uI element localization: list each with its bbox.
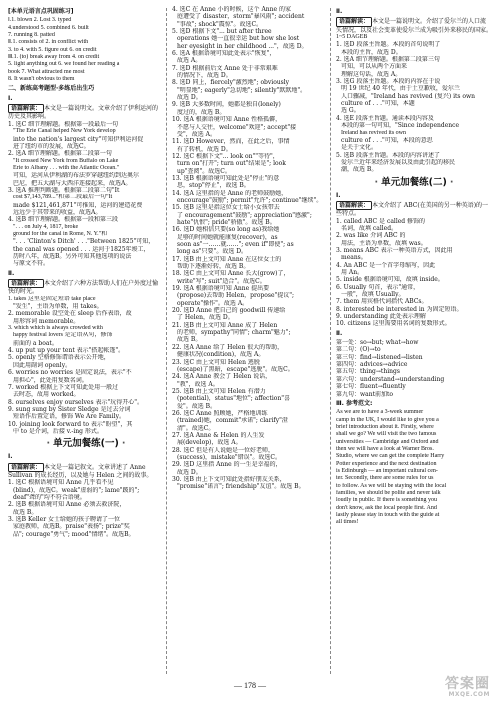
answer-line: 1. 选C 细节理解题。根据第一段最后一句	[8, 120, 119, 128]
answer-line: 第九句：want前加to	[336, 390, 394, 398]
answer-line: is Edinburgh — an important cultural cen-	[336, 467, 438, 474]
answer-line: "发生"，主语为单数，用 takes。	[13, 303, 103, 311]
answer-line: 7. worked 根据上下文可知此处用一般过	[8, 383, 119, 391]
answer-line: 1~5 DAGEB	[336, 34, 368, 41]
answer-line: 4. up put up your tent 表示"搭起帐篷"。	[8, 347, 125, 355]
column-left	[8, 6, 164, 538]
answer-line: 5. 选D 根据下文"... but after three	[172, 28, 272, 36]
answer-line: 清"。故选C。	[177, 424, 215, 432]
passage-label: 语篇解读：	[336, 17, 372, 26]
answer-line: all times!	[336, 519, 359, 526]
answer-line: book 7. What attracted me most	[8, 68, 85, 75]
answer-line: 9. 选B 大多数时间，她都是独自(lonely)	[172, 101, 281, 109]
answer-line: 21. 选B 由上文可知 Anne 成了 Helen	[172, 321, 278, 329]
section-heading: Ⅰ.	[336, 191, 341, 199]
answer-line: ter. Secondly, there are some rules for us	[336, 475, 434, 482]
answer-line: Potter experience and the next destination	[336, 460, 437, 467]
answer-line: 22. 选A Anne 给了 Helen 很大的帮助，	[172, 343, 284, 351]
passage-label: 语篇解读：	[8, 463, 44, 472]
answer-line: Erie to Albany . . . with the Atlantic Ocean."	[13, 164, 120, 171]
answer-line: 理解这句话，故选 A。	[341, 70, 402, 78]
answer-line: don't know, ask the local people first. And	[336, 504, 437, 511]
answer-line: "明显地"; eagerly"急切地"; silently"默默地"。	[177, 86, 307, 94]
answer-line: means。	[341, 254, 367, 262]
answer-line: 第四句：advices→advice	[336, 361, 408, 369]
answer-line: Ⅰ.1. blown 2. Lost 3. typed	[8, 17, 72, 24]
answer-line: then we will have a look at Warner Bros.	[336, 445, 434, 452]
answer-line: 1. 选D 段落主旨题。本段的首句说明了	[336, 41, 441, 49]
passage-label: 语篇解读：	[8, 104, 44, 113]
answer-line: into the nation's largest city"可知伊利运河促	[13, 135, 144, 143]
answer-line: 10. joining look forward to 表示"盼望"，其	[8, 420, 133, 428]
answer-line: 7. 选D 根据前后文 Anne 处于非常艰难	[172, 64, 278, 72]
answer-line: 巴尼，把五大湖与大西洋连接起来，故选A。	[13, 179, 132, 187]
watermark-url: MXQE.COM	[448, 691, 490, 698]
section-heading: 二、新练高考题型·多练后出生巧	[8, 85, 95, 93]
answer-line: 9. sung sung by Sister Sledge 是过去分词	[8, 405, 131, 413]
answer-line: 2. 选A 细节理解题。根据第二段第三句	[336, 56, 440, 64]
section-heading: Ⅱ.	[336, 8, 343, 15]
page-number: — 178 —	[234, 681, 266, 690]
answer-line: write"写"; suit"适合"。故选C。	[177, 277, 266, 285]
answer-line: culture of . . ."可知，本题	[341, 100, 415, 108]
answer-line: 2. 选A 细节理解题。根据第二段第一句	[8, 150, 112, 158]
answer-line: 家庭教师，故选B。praise"表扬"; prize"奖	[13, 523, 130, 531]
answer-line: 13. 选B 根据语境可知此处是"停止"的意	[172, 174, 280, 182]
answer-line: 3. 选B Keller 女士给她的孩子聘请了一位	[8, 516, 120, 523]
answer-line: 5. inside 根据语境可知，故填 inside。	[336, 276, 444, 284]
answer-line: 短语作后置定语，修饰 We Are Family。	[13, 413, 125, 421]
answer-line: 足够的时间她就能康复(recover)，as	[177, 233, 278, 241]
answer-line: 第一处：so→but; what→how	[336, 339, 419, 347]
answer-line: 爱"。故选 B。	[177, 402, 217, 410]
answer-line: brief introduction about it. Firstly, where	[336, 423, 434, 430]
section-heading: Ⅰ.	[8, 94, 13, 102]
answer-line: (blind)，故选C。weak"虚弱的"; lame"跛的";	[13, 486, 140, 494]
answer-line: 远远少于其带来的收益，故选A。	[13, 208, 102, 216]
answer-line: 本段的主旨，故选 D。	[341, 48, 402, 56]
answer-line: operations 她一直很幸运 but how she lost	[177, 35, 300, 43]
answer-line: ground for the canal in Rome, N. Y."和	[13, 230, 108, 237]
passage-label: 语篇解读：	[336, 201, 372, 210]
answer-line: shall we go? We will visit the two famous	[336, 431, 437, 438]
answer-line: ". . . on July 4, 1817, broke	[13, 223, 79, 230]
answer-line: 5. light anything out 6. we found her reading a	[8, 61, 120, 68]
answer-line: 8. ourselves enjoy ourselves 表示"玩得开心"。	[8, 398, 143, 406]
answer-line: 15. 选B 这里是指这位女士给小女孩带去	[172, 204, 280, 212]
watermark-logo	[445, 677, 490, 698]
answer-line: 帮助下逐渐好转，故选 B。	[177, 263, 250, 271]
answer-line: made $121,461,871"可推知，运河的建造花费	[13, 201, 143, 209]
answer-line: 故选 D。	[177, 468, 202, 476]
answer-line: 28. 选C 但是有人说她是一位好老师，	[172, 446, 274, 454]
answer-line: 18. 选C 由上文可知 Anne 长大(grow)了，	[172, 270, 290, 278]
answer-line: (trained)她，commit"承诺"; clarify"澄	[177, 417, 288, 425]
passage-text: 本文是一篇说明文。介绍了爱尔兰的人口流失情况，以及社会变革使爱尔兰成为吸引外来移民的国家。	[336, 18, 492, 34]
section-title: · 单元加餐练(一) ·	[8, 437, 164, 451]
answer-line: 8. interested be interested in 为固定短语。	[336, 305, 463, 313]
answer-line: 9. understanding 此处表示理解	[336, 313, 426, 321]
answer-line: 7. running 8. patted	[8, 32, 55, 39]
column-divider	[166, 8, 167, 674]
answer-line: 用法，主语为单数，故填 was。	[341, 239, 427, 247]
watermark-text: 答案圈	[445, 676, 490, 692]
answer-line: 7. them 用宾格代词指代 ABCs。	[336, 298, 428, 306]
answer-line: loudly in public. If there is something you	[336, 497, 437, 504]
answer-line: 前面的 a boat。	[13, 339, 58, 347]
passage-text: 本文介绍了六种方法帮助人们在户外度过愉快的时光。	[8, 280, 159, 296]
passage-label: 语篇解读：	[8, 279, 44, 288]
answer-line: 1. 选C 根据语境可知 Anne 几乎看不见	[8, 479, 114, 487]
column-middle	[172, 6, 328, 491]
answer-line: 不愿与人交往，welcome"欢迎"; accept"接	[177, 123, 297, 131]
answer-line: long as"只要"。故选 D。	[177, 248, 248, 256]
answer-line: deaf"聋的"均不符合语境。	[13, 493, 86, 501]
answer-line: 中 to 是介词，后接 v.-ing 形式。	[13, 427, 103, 435]
answer-line: Studio, where we can get the complete Harry	[336, 453, 445, 460]
answer-line: 16. 选D 她相信只要(so long as)我给她	[172, 226, 280, 234]
answer-line: 故选 A。	[177, 57, 202, 65]
section-heading: Ⅰ.	[8, 453, 13, 461]
answer-line: 30. 选B 由上下文可知此处指好朋友关系，	[172, 476, 286, 483]
answer-line: 用担心"，此处用复数名词。	[13, 376, 88, 384]
answer-line: families, we should be polite and never talk	[336, 489, 441, 496]
answer-line: "promise"诺言"; friendship"友谊"。故选 B。	[177, 483, 305, 491]
answer-line: "教"，故选 A。	[177, 380, 219, 388]
answer-line: encourage"鼓励"; permit"允许"; continue"继续"。	[177, 196, 323, 204]
answer-line: lastly please stay in touch with the guide at	[336, 512, 440, 518]
answer-line: 4. 选E 段落主旨题。通读本段内容及	[336, 114, 434, 122]
passage-summary	[8, 463, 164, 480]
answer-line: 故选 B。	[13, 508, 38, 516]
answer-line: 3. 选A 推理判断题。根据第二段第二句"It	[8, 186, 120, 194]
answer-line: 14. 选A 这里指的是 Anne 的老师鼓励她，	[172, 189, 288, 197]
answer-line: 本段的第一句可知，"Since independence	[341, 122, 460, 130]
answer-line: 25. 选B 由上文可知 Helen 有潜力	[172, 387, 266, 395]
answer-line: (potential)，status"地位"; affection"喜	[177, 395, 290, 403]
answer-line: 故选 D。	[177, 94, 202, 102]
answer-line: 12. 选C 根据下文"... look on""等待"，	[172, 152, 279, 160]
answer-line: 展(develop)，故选 A。	[177, 439, 242, 447]
column-right	[336, 6, 492, 527]
answer-line: 潮，故选 B。	[341, 166, 378, 174]
answer-line: 名词，故填 called。	[341, 224, 398, 232]
answer-line: 可知，运河从伊利湖的布法罗穿越纽约到达奥尔	[13, 172, 140, 180]
answer-line: 3. which which is always crowded with	[8, 325, 103, 332]
answer-line: her eyesight in her childhood ..."，故选 D。	[177, 42, 308, 50]
answer-line: As we are to have a 3-week summer	[336, 409, 424, 416]
answer-line: 4. An ABC 是一个首字母缩写，因此	[336, 261, 436, 269]
answer-line: 5. openly 空格修饰谓语表示公开地，	[8, 354, 110, 362]
answer-line: 3. to 4. with 5. figure out 6. on credit	[8, 46, 97, 53]
answer-line: "事故"; shock"震惊"。故选C。	[177, 20, 263, 28]
answer-line: Ⅱ.1. consists of 2. in conflict with	[8, 39, 89, 46]
answer-line: 进了纽约市的发展，故选C。	[13, 142, 90, 150]
answer-line: 2. memorable 设空处在 sleep 后作表语，故	[8, 310, 132, 318]
answer-line: (success)，mistake"错误"。故选C。	[177, 453, 282, 461]
answer-line: operate"操作"。故选 A。	[177, 299, 249, 307]
passage-summary	[8, 104, 164, 121]
answer-line: 第七句：fluent→fluently	[336, 383, 406, 391]
section-heading: [本单元语言点巩固练习]	[8, 8, 74, 15]
answer-line: 1. called ABC 是 called 修饰的	[336, 217, 426, 225]
answer-line: 4.understood 5. combined 6. built	[8, 24, 89, 31]
passage-summary	[8, 279, 164, 296]
answer-line: "It crossed New York from Buffalo on Lake	[13, 157, 119, 164]
answer-line: 历时八年，故选B。另外可知其他选项的说法	[13, 253, 132, 260]
answer-line: 6. 选A 根据语境可知此处表示"恢复"，	[172, 50, 276, 58]
answer-line: Ireland has revived its own	[341, 129, 406, 136]
answer-line: culture of . . ."可知，本段的意思	[341, 136, 433, 144]
answer-line: 27. 选A Anne & Helen 的人生发	[172, 431, 265, 439]
answer-line: 了 encouragement"鼓励"; appreciation"感激";	[177, 211, 312, 219]
answer-line: 可知，可以从两个方面来	[341, 63, 408, 71]
answer-line: cost $7,143,789..."和第二段最后一句"It	[13, 194, 113, 201]
answer-line: 庭遭受了 disaster，storm"暴风雨"; accident	[177, 13, 305, 21]
answer-line: (propose)去帮助 Helen，propose"提议";	[177, 292, 295, 300]
answer-line: 17. 选B 由上文可知 Anne 在这位女士的	[172, 255, 282, 263]
answer-line: 爱尔兰近年来经济发展以及由此引起的移民	[341, 158, 456, 166]
passage-text: 本文是一篇记叙文。文章讲述了 Anne Sullivan 的成长经历，以及她与 Helen 之间的故事。	[8, 463, 153, 479]
answer-line: happy festival lovers 是定语从句，修饰	[13, 332, 113, 339]
answer-line: 第六句：understand→understanding	[336, 375, 445, 383]
answer-line: 6. worries no worries 是固定说法，表示"不	[8, 369, 132, 377]
answer-line: 19. 选A 根据语境可知 Anne 提出要	[172, 285, 270, 293]
answer-line: 的情况下，故选 D。	[177, 72, 232, 80]
answer-line: ". . . 'Clinton's Ditch' . . ."Between 1825"可知，	[13, 238, 155, 246]
answer-line: universities — Cambridge and Oxford and	[336, 438, 439, 445]
answer-line: 的老师，sympathy"同情"; charm"魅力";	[177, 329, 291, 337]
answer-line: 度过的，故选 B。	[177, 108, 226, 116]
answer-line: up"查阅"。故选C。	[177, 167, 231, 175]
answer-line: "The Erie Canal helped New York develop	[13, 128, 116, 135]
answer-line: 3. 选G 段落主旨题。本段的内容在于说	[336, 78, 441, 86]
answer-line: (escape)了黑暗，escape"逃脱"。故选C。	[177, 365, 294, 373]
answer-line: 人口骤减，"Ireland has revived (复兴) its own	[341, 92, 476, 100]
answer-line: 4. 选C 在 Anne 小的时候，这个 Anne 的家	[172, 6, 291, 13]
passage-text: 本文介绍了 ABC(在美国的另一种英语)的一些特点。	[336, 201, 489, 218]
answer-line: 有了转机，故选 D。	[177, 145, 232, 153]
passage-text: 本文是一篇说明文。文章介绍了伊利运河的历史及其影响。	[8, 105, 159, 121]
answer-line: 24. 选A Anne 教会了 Helen 说话，	[172, 373, 272, 381]
answer-line: 10. citizens 这里需要用名词的复数形式。	[336, 320, 451, 328]
section-heading: Ⅲ. 参考范文:	[336, 399, 373, 407]
answer-line: 一般"，故填 Usually。	[341, 291, 405, 299]
answer-line: 2. was like 介词 ABC 的	[336, 232, 406, 240]
column-divider	[330, 8, 331, 674]
answer-line: 了 Helen，故选 D。	[177, 314, 234, 322]
answer-line: 故选 B。	[177, 336, 202, 344]
answer-line: Ⅲ.1. (to) break away from 4. on credit	[8, 54, 100, 61]
passage-summary	[336, 17, 492, 34]
answer-line: 23. 选C 由上文可知 Helen 逃脱	[172, 358, 260, 366]
answer-line: 8. 选D 同上，fiercely"激烈地"; obviously	[172, 79, 290, 87]
answer-line: 29. 选D 这里指 Anne 的一生是幸福的，	[172, 461, 282, 469]
passage-summary	[336, 201, 492, 218]
answer-line: 6. Usually 句首，表示"通常，	[336, 283, 420, 291]
answer-line: 第二句：(O)→to	[336, 346, 381, 354]
answer-line: 去时态，故用 worked。	[13, 391, 80, 399]
answer-line: 第三句：find→listened→listen	[336, 353, 423, 361]
answer-line: 思，stop"停止"，故选 B。	[177, 182, 250, 190]
answer-line: 26. 选C Anne 照顾她，严格地训练	[172, 409, 268, 417]
answer-line: 健康状况(condition)，故选 A。	[177, 351, 265, 359]
answer-line: 与原文不符。	[13, 260, 50, 268]
answer-line: 5. 选B 段落主旨题。本段的内容讲述了	[336, 151, 440, 159]
answer-line: 11. 选D However，然而，在此之后，事情	[172, 138, 290, 146]
answer-line: hate"仇恨"; pride"骄傲"。故选 B。	[177, 218, 276, 226]
answer-line: 8. It wasn't obvious to them	[8, 76, 75, 83]
section-heading: Ⅱ.	[8, 269, 15, 277]
answer-line: the canal was opened . . . 运河于1825年竣工，	[13, 245, 150, 253]
answer-line: 受"，故选 A。	[177, 130, 217, 138]
answer-line: turn on"打开"; turn out"结果是"; look	[177, 160, 286, 168]
answer-line: 是关于文化。	[341, 144, 378, 152]
answer-line: 明 19 世纪 40 年代，由于土豆歉收，爱尔兰	[341, 85, 460, 93]
section-title: · 单元加餐练(二) ·	[336, 176, 492, 190]
answer-line: 品"; courage"勇气"; mood"情绪"。故选B。	[13, 530, 135, 538]
answer-line: 20. 选D Anne 把自己的 goodwill 传递给	[172, 307, 286, 315]
answer-line: 第五句：thing→things	[336, 368, 400, 376]
answer-line: camp in the UK, I would like to give you a	[336, 416, 439, 423]
section-heading: Ⅱ.	[336, 329, 343, 337]
answer-line: to follow. As we will be staying with the local	[336, 482, 447, 489]
answer-line: 4. 选B 细节理解题。根据第一段和第三段	[8, 216, 118, 224]
answer-line: 2. 选B 根据语境可知 Anne 必须去救济院，	[8, 501, 126, 509]
answer-line: soon as"一……就……"; even if"即使"; as	[177, 241, 294, 248]
answer-line: 用 An。	[341, 269, 364, 276]
answer-line: 10. 选A 根据语境可知 Anne 性格孤僻，	[172, 116, 282, 124]
answer-line: 3. means ABC 表示一种英语方式，因此用	[336, 246, 453, 254]
answer-line: 选 G。	[341, 107, 360, 115]
answer-line: 用形容词 memorable。	[13, 317, 80, 325]
answer-line: 1. takes 这里是固定短语 take place	[8, 295, 96, 302]
answer-line: 因此用副词 openly。	[13, 361, 72, 369]
